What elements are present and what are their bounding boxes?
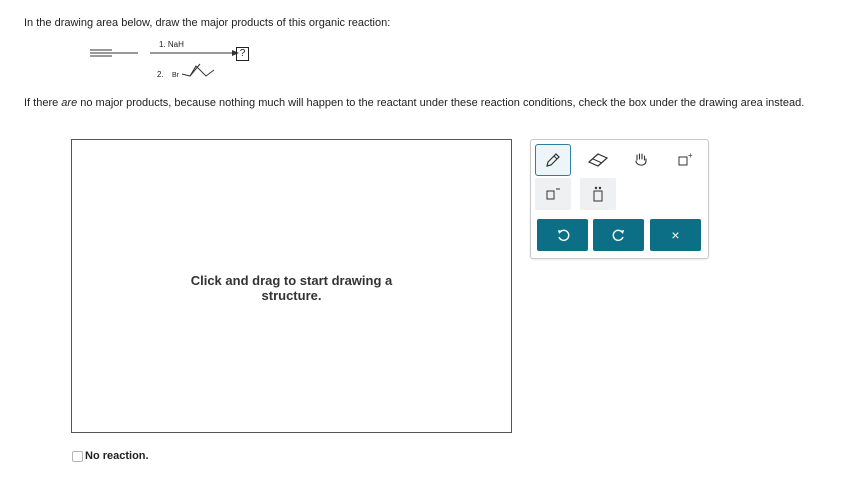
lone-pair-button[interactable]	[580, 178, 616, 210]
reagent-1-label: 1. NaH	[159, 40, 184, 49]
positive-charge-icon	[677, 152, 695, 168]
lone-pair-icon	[589, 185, 607, 203]
hand-icon	[632, 151, 650, 169]
reaction-arrow	[150, 50, 239, 56]
no-reaction-label: No reaction.	[85, 450, 149, 462]
negative-charge-icon	[544, 186, 562, 202]
undo-icon	[556, 228, 570, 242]
alkyne-reactant	[90, 50, 138, 56]
eraser-tool-button[interactable]	[580, 144, 616, 176]
reagent-2-number: 2.	[157, 70, 164, 79]
drawing-toolbar	[530, 139, 709, 259]
eraser-icon	[587, 152, 609, 168]
instructions: If there are no major products, because nothing much will happen to the reactant under these reaction conditions, check the box under the drawing area instead.	[24, 97, 805, 109]
pencil-icon	[544, 151, 562, 169]
reaction-scheme	[86, 36, 266, 86]
redo-button[interactable]	[593, 219, 644, 251]
no-reaction-option[interactable]	[72, 450, 149, 462]
pencil-tool-button[interactable]	[535, 144, 571, 176]
undo-button[interactable]	[537, 219, 588, 251]
reagent-2-bromine: Br	[172, 72, 179, 79]
drawing-canvas[interactable]	[71, 139, 512, 433]
negative-charge-button[interactable]	[535, 178, 571, 210]
hand-tool-button[interactable]	[623, 144, 659, 176]
product-placeholder-box: ?	[236, 47, 249, 61]
emphasis-text: are	[61, 97, 78, 109]
close-icon: ×	[671, 227, 680, 243]
question-prompt: In the drawing area below, draw the major products of this organic reaction:	[24, 17, 391, 29]
alkyl-halide-skeleton	[182, 66, 214, 76]
positive-charge-button[interactable]	[668, 144, 704, 176]
redo-icon	[612, 228, 626, 242]
clear-button[interactable]	[650, 219, 701, 251]
no-reaction-checkbox[interactable]	[72, 451, 83, 462]
svg-text:+: +	[688, 152, 693, 160]
reaction-diagram	[86, 36, 266, 86]
canvas-hint: Click and drag to start drawing a structure.	[190, 273, 393, 303]
